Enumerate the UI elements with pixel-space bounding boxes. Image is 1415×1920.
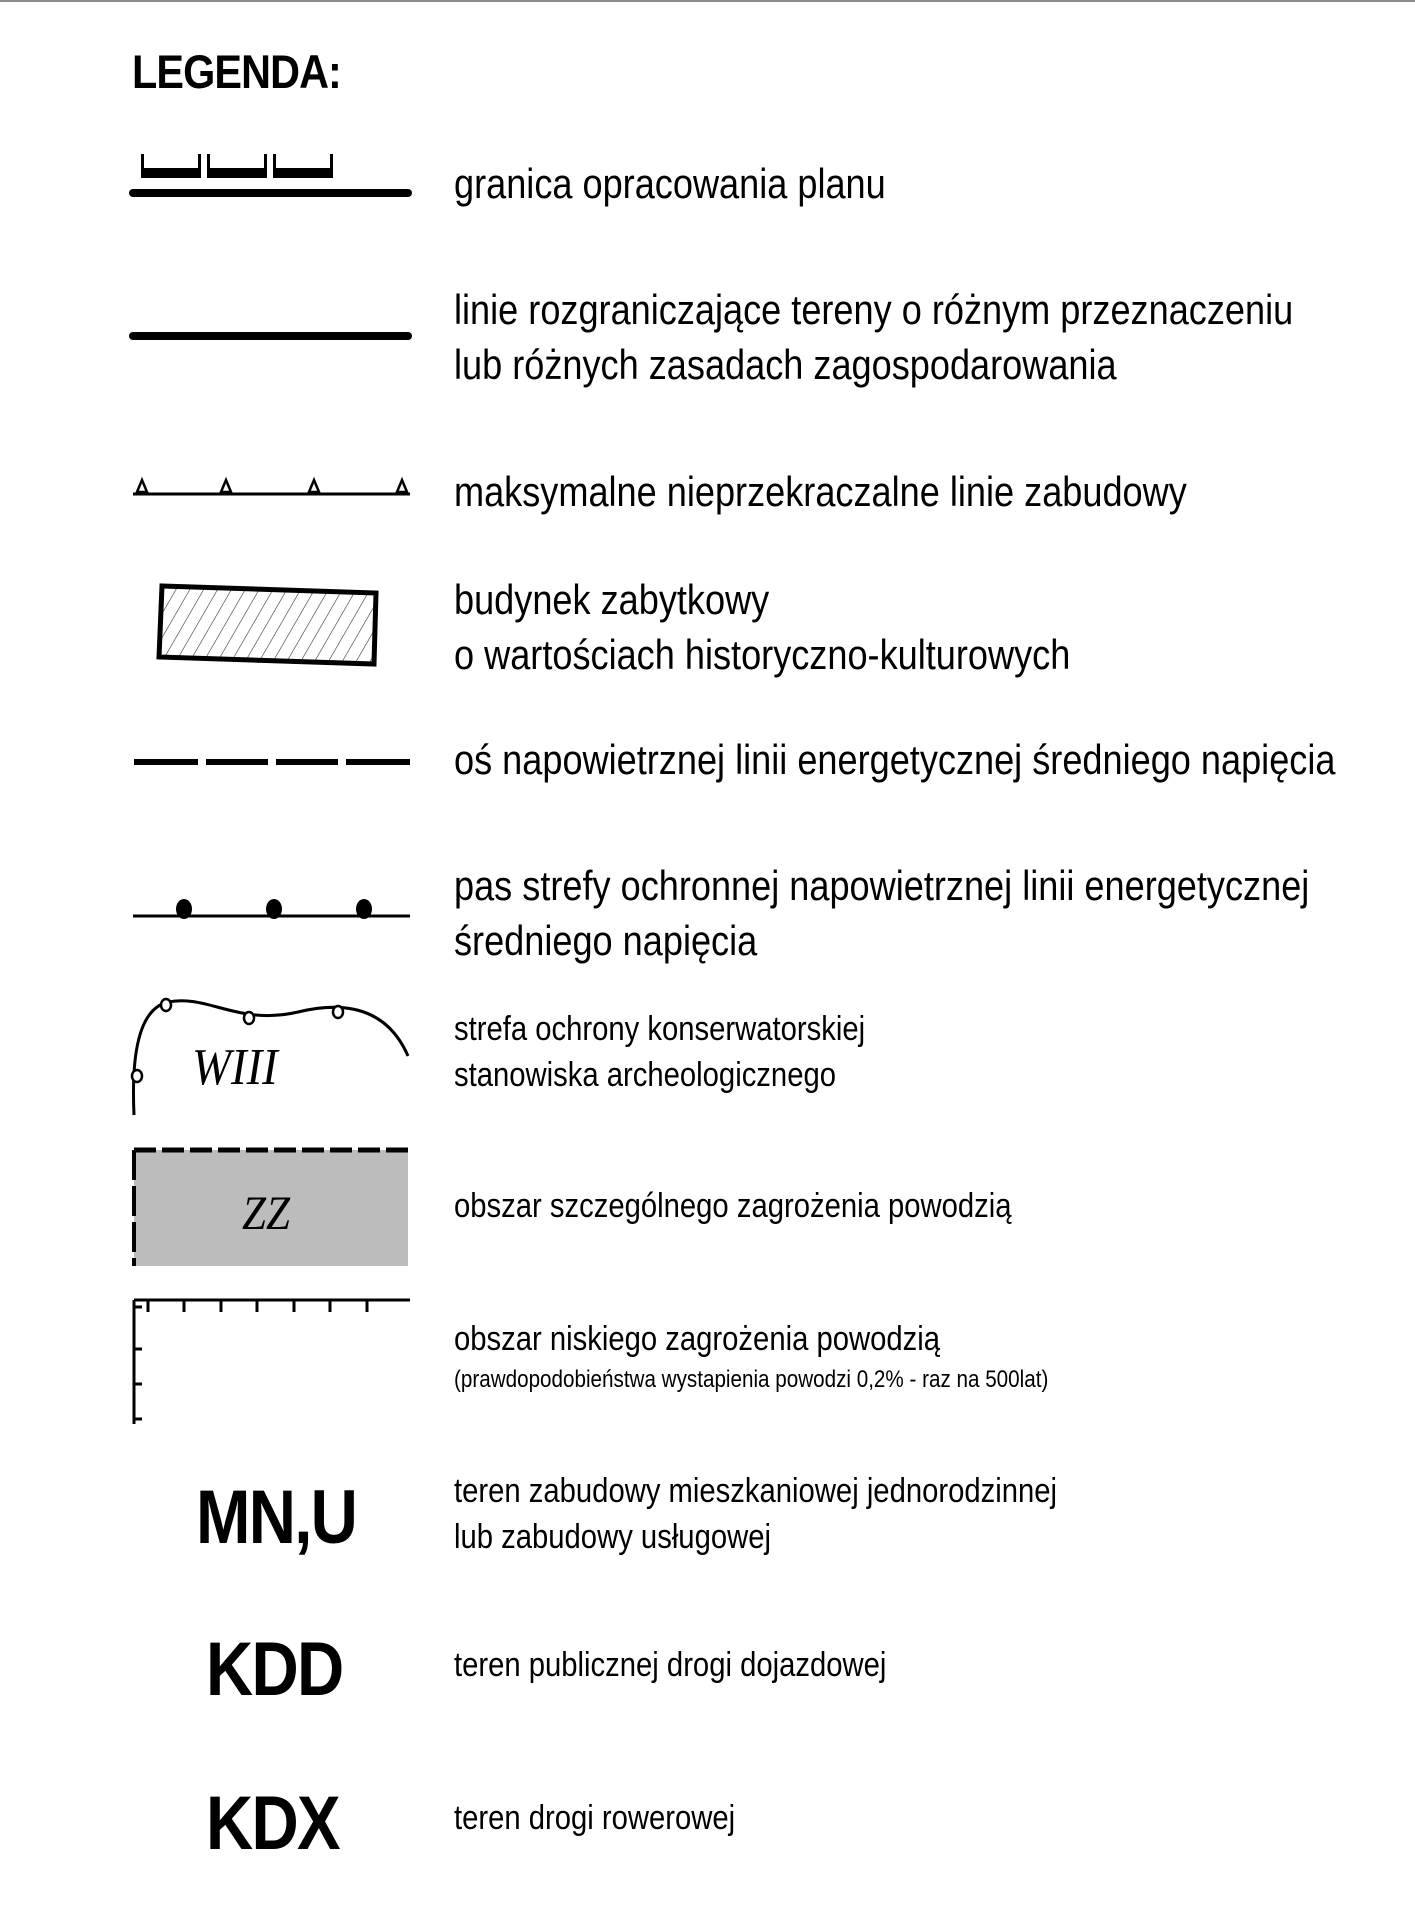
building-line-icon <box>128 472 418 498</box>
legend-text: obszar szczególnego zagrożenia powodzią <box>454 1187 1012 1225</box>
legend-text: teren zabudowy mieszkaniowej jednorodzinnej <box>454 1472 1058 1510</box>
legend-text: maksymalne nieprzekraczalne linie zabudowy <box>454 468 1187 515</box>
legend-text: lub różnych zasadach zagospodarowania <box>454 341 1117 388</box>
zone-code-kdd: KDD <box>206 1627 343 1712</box>
legend-text: teren publicznej drogi dojazdowej <box>454 1646 887 1684</box>
legend-note: (prawdopodobieństwa wystapienia powodzi 0,2% - raz na 500lat) <box>454 1366 1049 1393</box>
legend-text: o wartościach historyczno-kulturowych <box>454 631 1071 678</box>
legend-title: LEGENDA: <box>132 45 341 98</box>
legend-text: lub zabudowy usługowej <box>454 1518 771 1556</box>
legend-text: granica opracowania planu <box>454 160 886 207</box>
zone-code-mnu: MN,U <box>196 1475 357 1560</box>
legend-text: budynek zabytkowy <box>454 576 770 623</box>
plan-boundary-icon <box>128 150 418 206</box>
top-border <box>0 0 1415 2</box>
power-line-axis-icon <box>128 752 418 772</box>
legend-text: stanowiska archeologicznego <box>454 1056 836 1094</box>
power-line-zone-icon <box>128 890 418 926</box>
legend-text: strefa ochrony konserwatorskiej <box>454 1010 866 1048</box>
zone-code-kdx: KDX <box>206 1781 339 1866</box>
archaeological-zone-label: WIII <box>192 1039 278 1096</box>
demarcation-line-icon <box>128 326 418 346</box>
flood-low-risk-icon <box>128 1292 418 1428</box>
historic-building-icon <box>128 576 418 672</box>
legend-text: oś napowietrznej linii energetycznej średniego napięcia <box>454 736 1336 783</box>
legend-text: średniego napięcia <box>454 917 758 964</box>
legend-text: obszar niskiego zagrożenia powodzią <box>454 1320 941 1358</box>
flood-high-risk-label: ZZ <box>242 1187 291 1240</box>
legend-text: linie rozgraniczające tereny o różnym przeznaczeniu <box>454 286 1294 333</box>
legend-text: teren drogi rowerowej <box>454 1799 736 1837</box>
legend-text: pas strefy ochronnej napowietrznej linii energetycznej <box>454 862 1310 909</box>
